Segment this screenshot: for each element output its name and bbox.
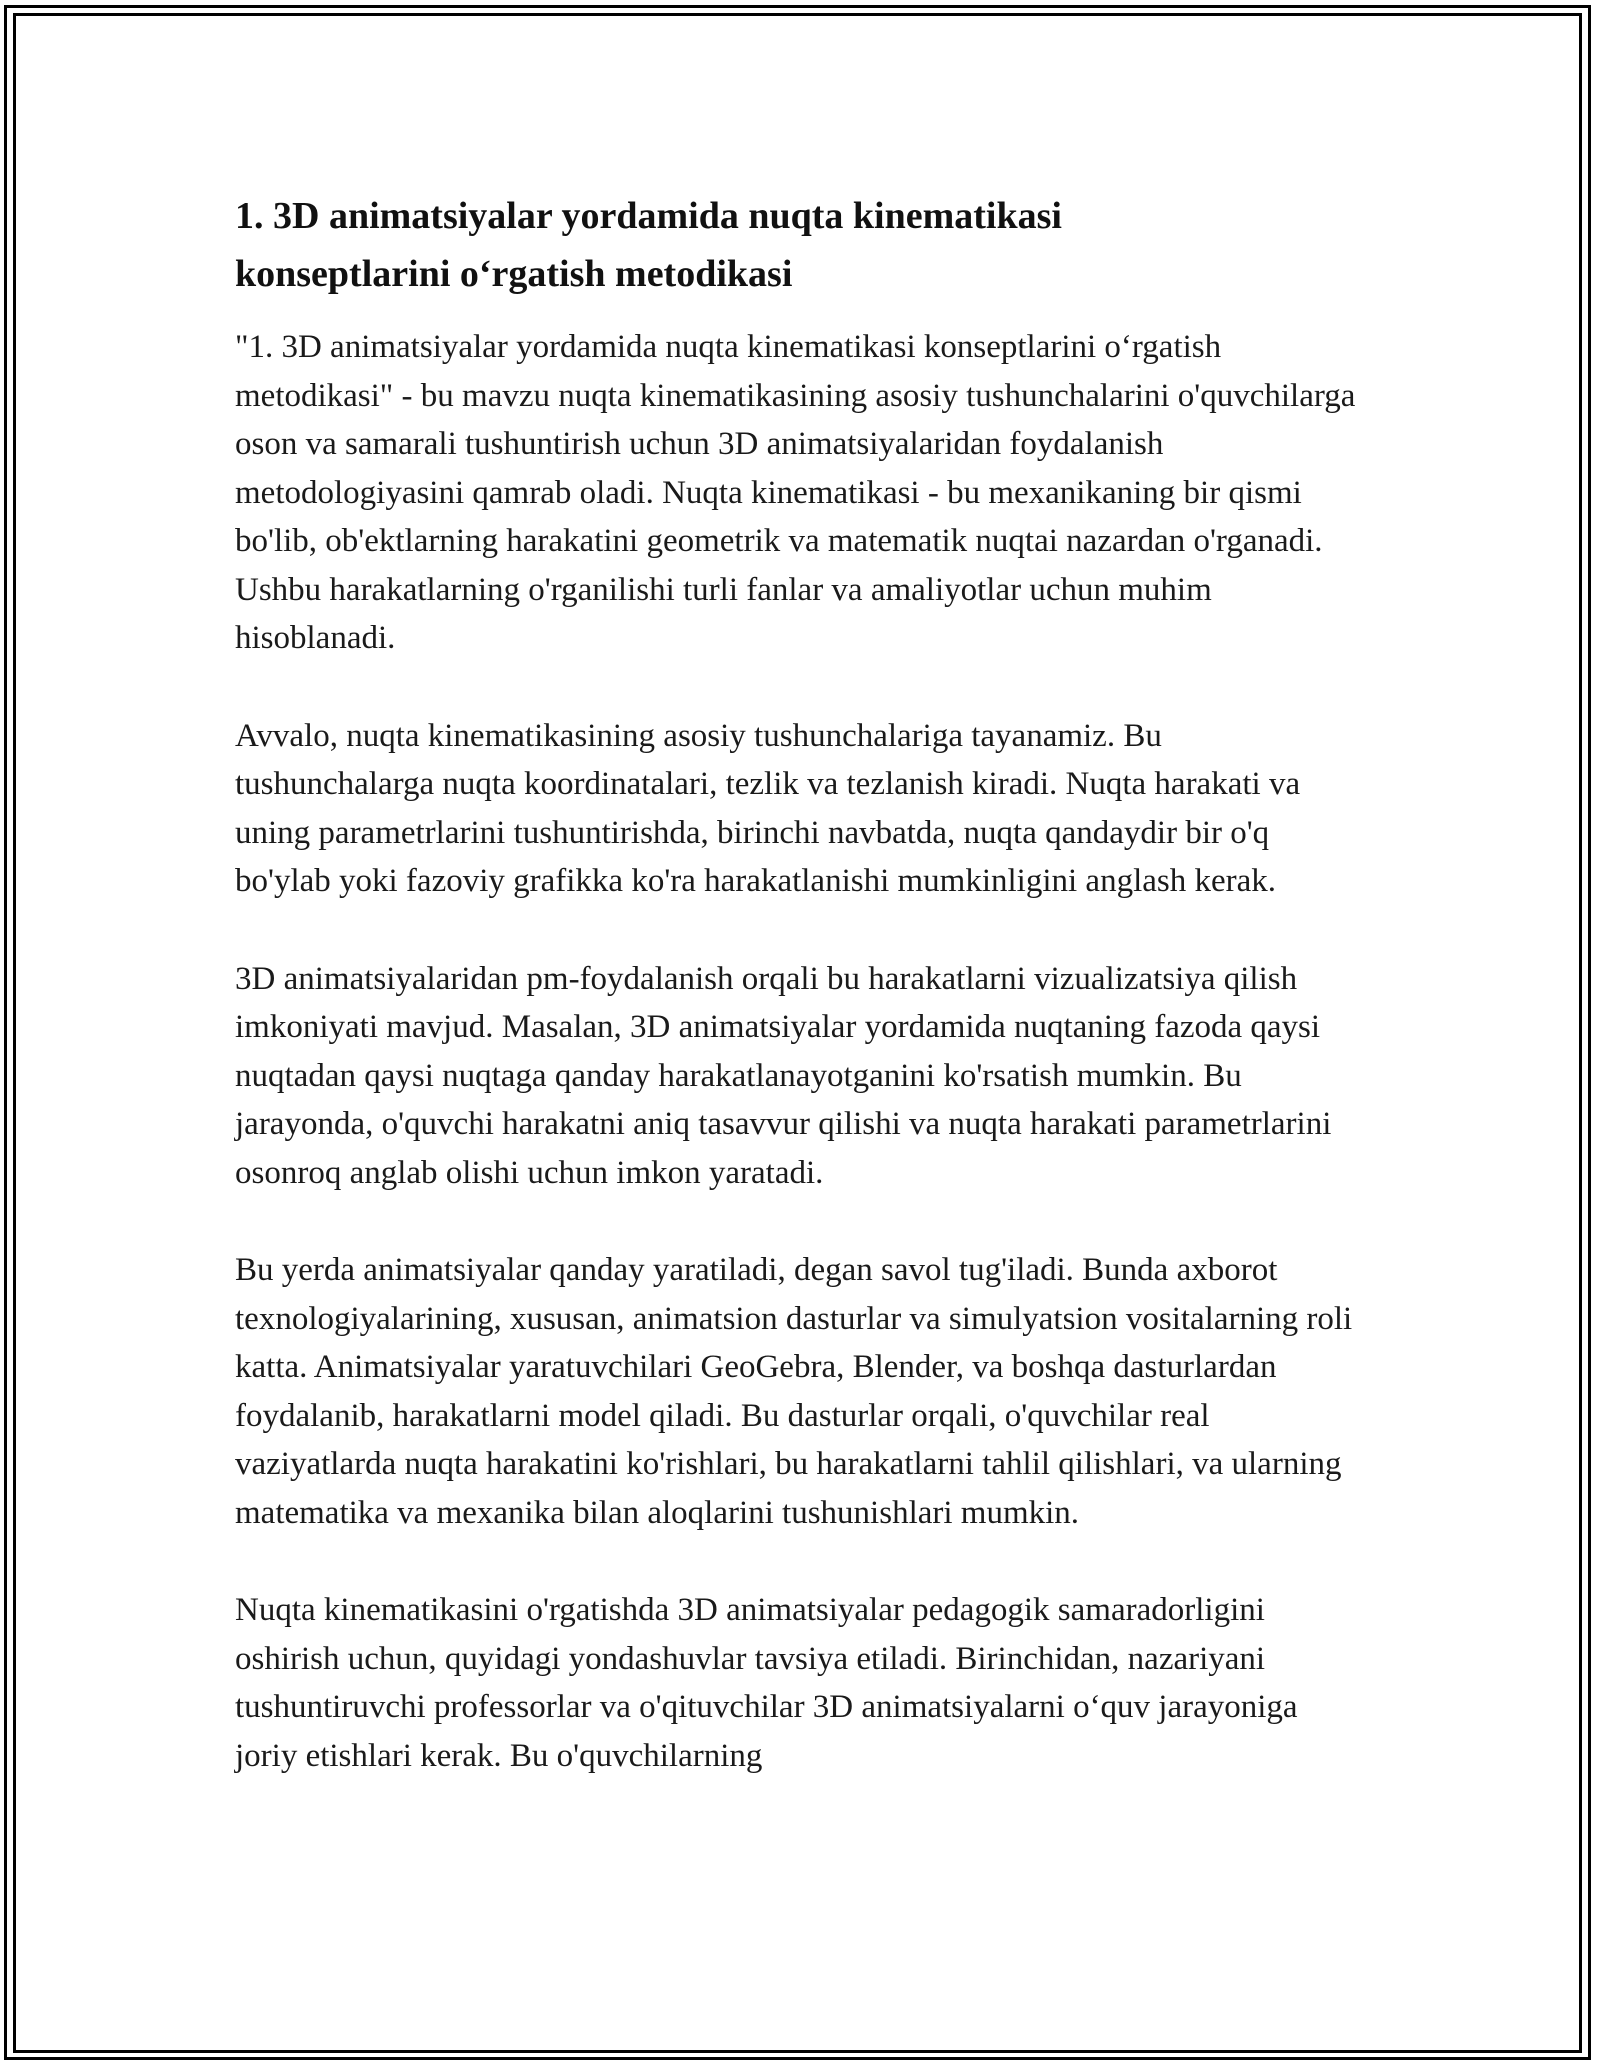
paragraph-4: Bu yerda animatsiyalar qanday yaratiladi, degan savol tug'iladi. Bunda axborot texnologiyalarining, xususan, animatsion dasturlar va simulyatsion vositalarning roli katta. Animatsiyalar yaratuvchilari GeoGebra, Blender, va boshqa dasturlardan foydalanib, harakatlarni model qiladi. Bu dasturlar orqali, o'quvchilar real vaziyatlarda nuqta harakatini ko'rishlari, bu harakatlarni tahlil qilishlari, va ularning matematika va mexanika bilan aloqlarini tushunishlari mumkin. xyxy=(235,1252,1353,1531)
paragraph-3: 3D animatsiyalaridan pm-foydalanish orqali bu harakatlarni vizualizatsiya qilish imkoniyati mavjud. Masalan, 3D animatsiyalar yordamida nuqtaning fazoda qaysi nuqtadan qaysi nuqtaga qanday harakatlanayotganini ko'rsatish mumkin. Bu jarayonda, o'quvchi harakatni aniq tasavvur qilishi va nuqta harakati parametrlarini osonroq anglab olishi uchun imkon yaratadi. xyxy=(235,960,1332,1191)
document-body xyxy=(235,187,1365,1829)
paragraph-5: Nuqta kinematikasini o'rgatishda 3D animatsiyalar pedagogik samaradorligini oshirish uchun, quyidagi yondashuvlar tavsiya etiladi. Birinchidan, nazariyani tushuntiruvchi professorlar va o'qituvchilar 3D animatsiyalarni o‘quv jarayoniga joriy etishlari kerak. Bu o'quvchilarning xyxy=(235,1592,1298,1774)
paragraph-2: Avvalo, nuqta kinematikasining asosiy tushunchalariga tayanamiz. Bu tushunchalarga nuqta koordinatalari, tezlik va tezlanish kiradi. Nuqta harakati va uning parametrlarini tushuntirishda, birinchi navbatda, nuqta qandaydir bir o'q bo'ylab yoki fazoviy grafikka ko'ra harakatlanishi mumkinligini anglash kerak. xyxy=(235,717,1301,899)
document-title: 1. 3D animatsiyalar yordamida nuqta kinematikasi konseptlarini o‘rgatish metodikasi xyxy=(235,195,1062,295)
paragraph-1: "1. 3D animatsiyalar yordamida nuqta kinematikasi konseptlarini o‘rgatish metodikasi" - bu mavzu nuqta kinematikasining asosiy tushunchalarini o'quvchilarga oson va samarali tushuntirish uchun 3D animatsiyalaridan foydalanish metodologiyasini qamrab oladi. Nuqta kinematikasi - bu mexanikaning bir qismi bo'lib, ob'ektlarning harakatini geometrik va matematik nuqtai nazardan o'rganadi. Ushbu harakatlarning o'rganilishi turli fanlar va amaliyotlar uchun muhim hisoblanadi. xyxy=(235,329,1356,656)
